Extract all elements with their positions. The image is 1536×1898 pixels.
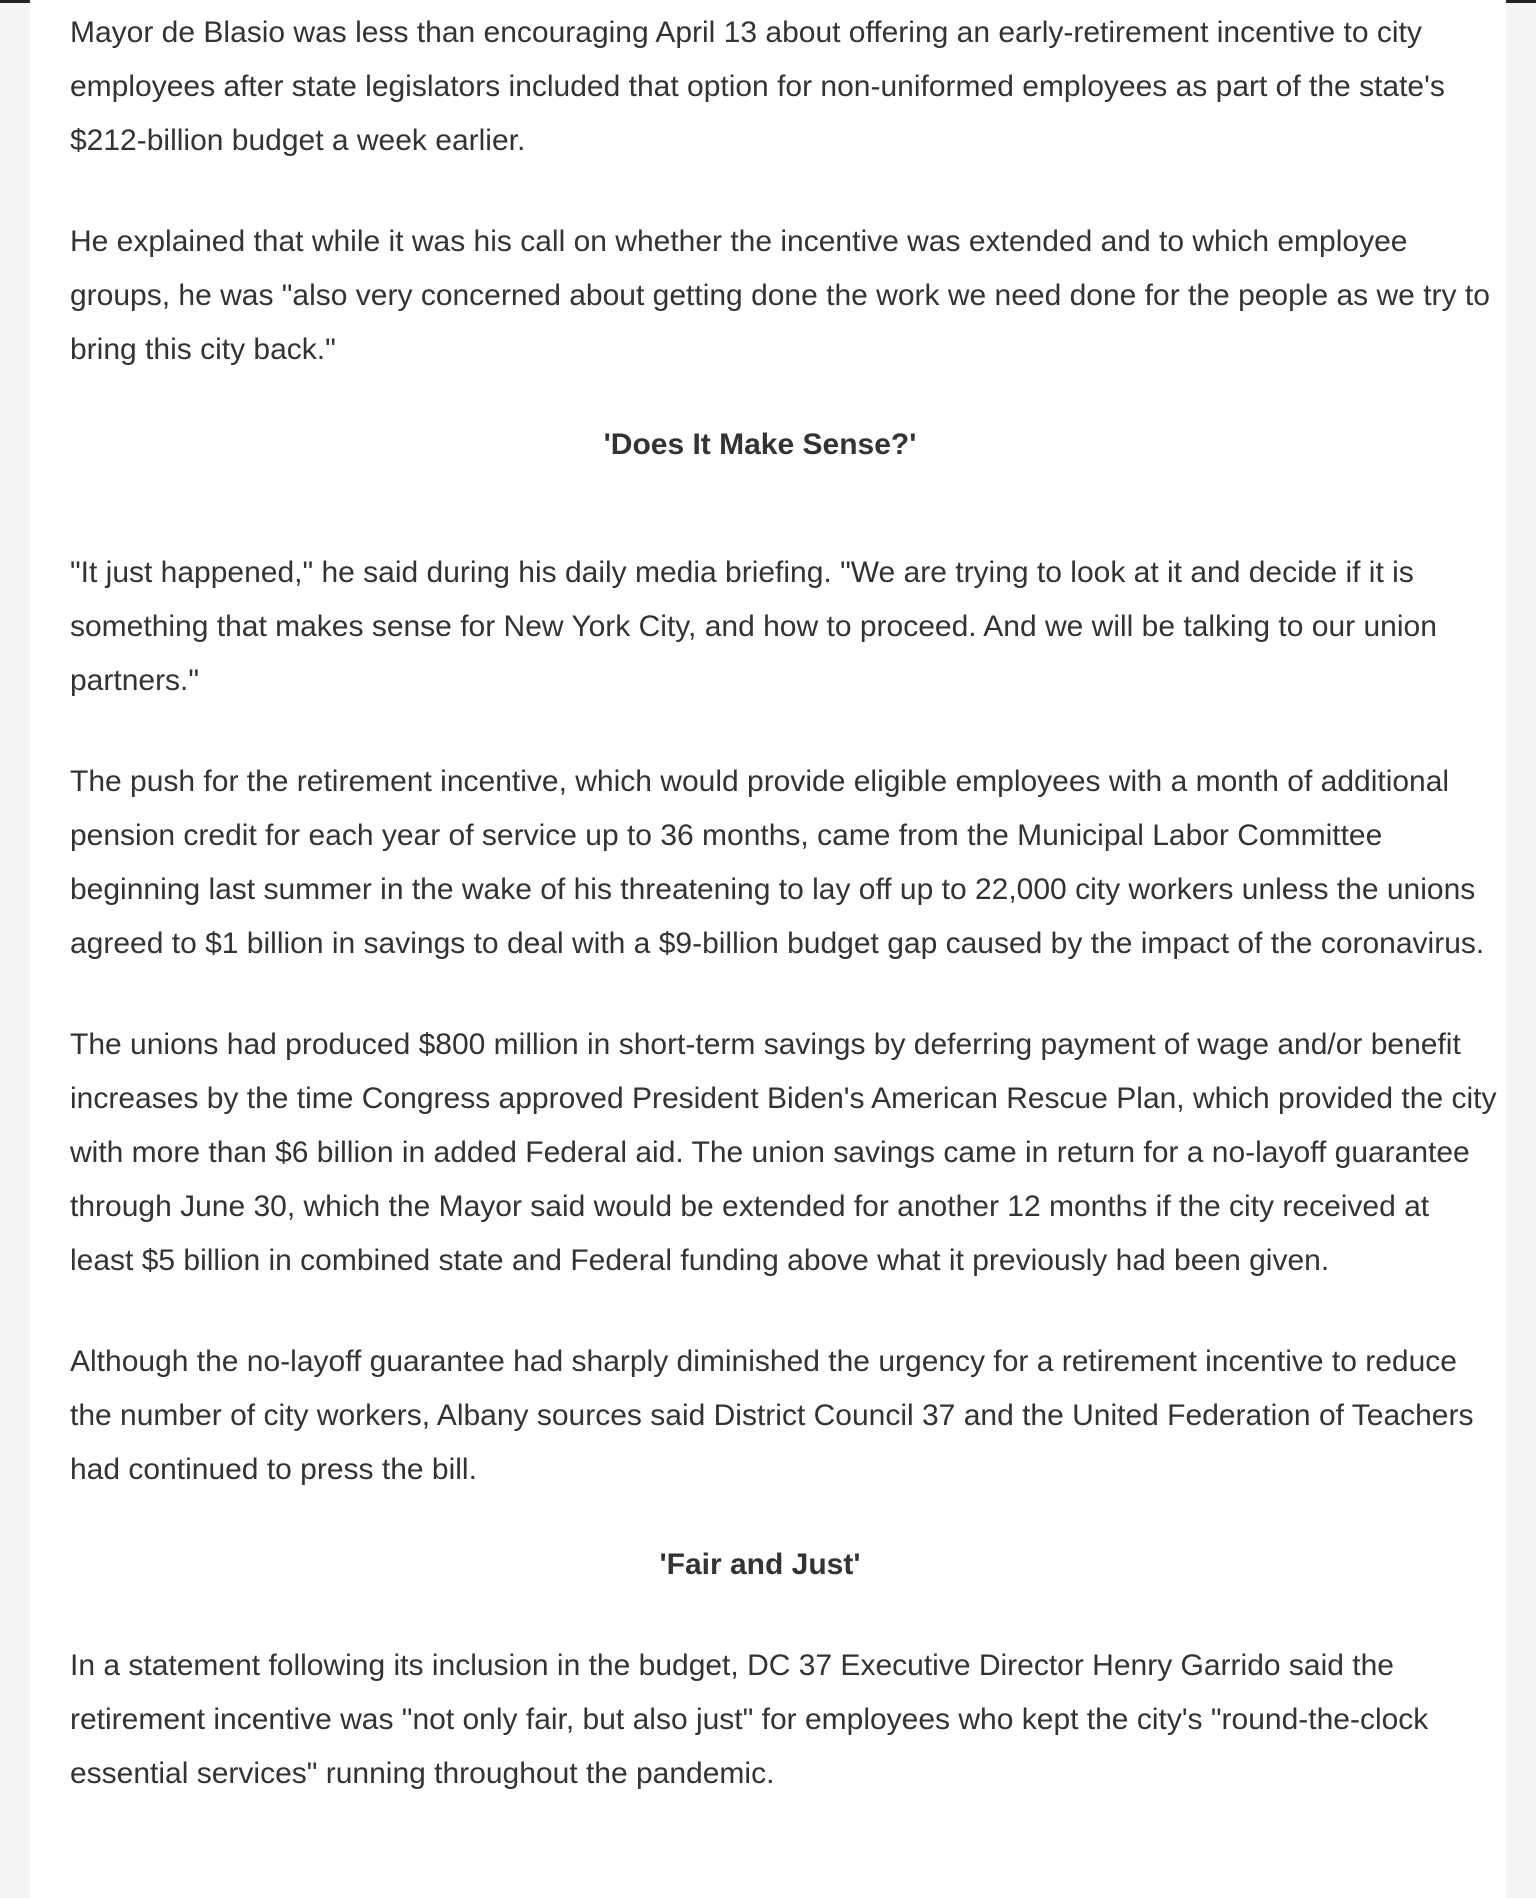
article-paragraph-5: The unions had produced $800 million in short-term savings by deferring payment of wage and/or benefit increases by the time Congress approved President Biden's American Rescue Plan, which provided the city with more than $6 billion in added Federal aid. The union savings came in return for a no-layoff guarantee through June 30, which the Mayor said would be extended for another 12 months if the city received at least $5 billion in combined state and Federal funding above what it previously had been given. — [70, 1028, 1497, 1277]
article-paragraph-7: In a statement following its inclusion in the budget, DC 37 Executive Director Henry Garrido said the retirement incentive was "not only fair, but also just" for employees who kept the city's "round-the-clock essential services" running throughout the pandemic. — [70, 1649, 1429, 1790]
article-paragraph-6: Although the no-layoff guarantee had sharply diminished the urgency for a retirement incentive to reduce the number of city workers, Albany sources said District Council 37 and the United Federation of Teachers had continued to press the bill. — [70, 1345, 1474, 1486]
article-paragraph-4: The push for the retirement incentive, which would provide eligible employees with a month of additional pension credit for each year of service up to 36 months, came from the Municipal Labor Committee beginning last summer in the wake of his threatening to lay off up to 22,000 city workers unless the unions agreed to $1 billion in savings to deal with a $9-billion budget gap caused by the impact of the coronavirus. — [70, 765, 1485, 960]
article-paragraph-2: He explained that while it was his call on whether the incentive was extended and to which employee groups, he was "also very concerned about getting done the work we need done for the people as we try to bring this city back." — [70, 225, 1490, 366]
article-body — [70, 6, 1500, 1848]
article-paragraph-3: "It just happened," he said during his daily media briefing. "We are trying to look at it and decide if it is something that makes sense for New York City, and how to proceed. And we will be talking to our union partners." — [70, 556, 1437, 697]
section-heading-fair-and-just: 'Fair and Just' — [659, 1548, 861, 1581]
article-paragraph-1: Mayor de Blasio was less than encouraging April 13 about offering an early-retirement incentive to city employees after state legislators included that option for non-uniformed employees as part of the state's $212-billion budget a week earlier. — [70, 16, 1445, 157]
section-heading-does-it-make-sense: 'Does It Make Sense?' — [603, 428, 917, 461]
